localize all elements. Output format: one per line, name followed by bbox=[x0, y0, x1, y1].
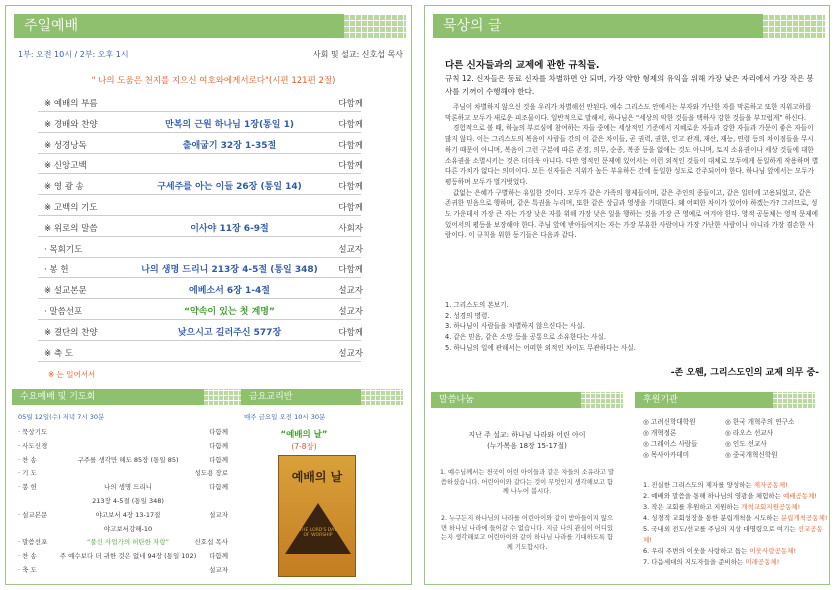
order-row bbox=[38, 113, 361, 133]
wednesday-row bbox=[18, 523, 228, 534]
meditation-title: 묵상의 글 bbox=[433, 14, 763, 38]
share-question-1: 1. 예수님께서는 천국이 어린 아이들과 같은 자들의 소유라고 말씀하셨습니다. 어린아이와 같다는 것이 무엇인지 생각해보고 함께 나누어 봅시다. bbox=[439, 469, 615, 495]
order-item-leader: 설교자 bbox=[338, 348, 363, 359]
share-sermon: 지난 주 설교: 하나님 나라와 어린 아이 bbox=[468, 431, 586, 439]
order-item-label: · 봉 헌 bbox=[44, 265, 69, 276]
prayer-text: 6. 우리 주변의 이웃을 사랑하고 돕는 bbox=[643, 547, 750, 555]
meditation-list bbox=[445, 300, 819, 354]
wednesday-row bbox=[18, 495, 228, 506]
order-row bbox=[38, 154, 361, 174]
prayer-highlight: 선교공동체! bbox=[643, 525, 823, 544]
order-row bbox=[38, 92, 361, 112]
order-item-content: 구세주를 아는 이들 26장 (통일 14) bbox=[157, 182, 302, 193]
wednesday-title: 수요예배 및 기도회 bbox=[12, 389, 204, 405]
order-item-label: · 말씀선포 bbox=[44, 307, 83, 317]
order-item-leader: 다함께 bbox=[338, 161, 363, 172]
order-item-label: ※ 성경낭독 bbox=[44, 140, 87, 151]
wednesday-item-content: 구주를 생각만 해도 85장 (통일 85) bbox=[77, 455, 179, 464]
wednesday-row bbox=[18, 440, 228, 451]
wednesday-item-leader: 설교자 bbox=[209, 510, 228, 519]
support-org: ◎ 라오스 선교사 bbox=[725, 429, 774, 437]
wednesday-item-content: 213장 4-5절 (통일 348) bbox=[92, 497, 164, 505]
wednesday-row bbox=[18, 426, 228, 437]
wednesday-item-leader: 다함께 bbox=[209, 441, 228, 450]
prayer-highlight: 제자공동체! bbox=[753, 481, 788, 489]
order-row bbox=[38, 342, 361, 362]
order-item-content: “약속이 있는 첫 계명” bbox=[184, 307, 275, 317]
wednesday-grid-decoration bbox=[204, 389, 246, 405]
wednesday-row bbox=[18, 550, 228, 561]
order-row bbox=[38, 175, 361, 195]
wednesday-item-label: · 설교본문 bbox=[18, 510, 48, 519]
meditation-rule: 규칙 12. 신자들은 동료 신자를 차별하면 안 되며, 가장 약한 형제의 유익을 위해 가장 낮은 자리에서 가장 작은 봉사를 기꺼이 수행해야 한다. bbox=[445, 74, 814, 96]
wednesday-item-label: · 찬 송 bbox=[18, 552, 37, 561]
order-row bbox=[38, 321, 361, 341]
worship-times: 1부: 오전 10시 / 2부: 오후 1시 bbox=[18, 50, 129, 59]
prayer-text: 5. 국내외 전도/선교를 주님의 지상 대명령으로 여기는 bbox=[643, 525, 798, 533]
wednesday-item-leader: 성도용 장로 bbox=[194, 469, 228, 478]
order-item-leader: 다함께 bbox=[338, 99, 363, 109]
share-question-2: 2. 누구든지 하나님의 나라를 어린아이와 같이 받아들이지 않으면 하나님 나라에 들어갈 수 없습니다. 지금 나의 관심이 어디있는지 생각해보고 어린아이와 같이 하나님 나라를 기대하도록 함께 기도합시다. bbox=[440, 515, 614, 551]
wednesday-item-content: 야고보서강해-10 bbox=[103, 524, 153, 533]
friday-grid-decoration bbox=[361, 389, 403, 405]
prayer-text: 7. 다음세대의 지도자들을 준비하는 bbox=[643, 558, 746, 566]
order-item-content: 에베소서 6장 1-4절 bbox=[189, 286, 270, 297]
share-title: 말씀나눔 bbox=[431, 392, 581, 408]
order-item-leader: 설교자 bbox=[338, 307, 363, 317]
order-item-label: · 목회기도 bbox=[44, 244, 83, 255]
prayer-item bbox=[643, 491, 829, 502]
order-row bbox=[38, 300, 361, 320]
prayer-highlight: 예배공동체! bbox=[782, 492, 817, 500]
order-row bbox=[38, 238, 361, 258]
wednesday-item-leader: 다함께 bbox=[209, 455, 228, 464]
order-row bbox=[38, 258, 361, 278]
order-item-label: ※ 위로의 말씀 bbox=[44, 223, 98, 234]
support-org: ◎ 한국 개혁주의 연구소 bbox=[725, 418, 795, 426]
order-item-content: 낮으시고 길러주신 577장 bbox=[177, 327, 282, 338]
prayer-highlight: 이웃사랑공동체! bbox=[749, 547, 797, 555]
order-item-leader: 설교자 bbox=[338, 286, 363, 297]
order-item-leader: 다함께 bbox=[338, 140, 363, 151]
wednesday-item-content: “불신 사업가의 허탄한 자랑” bbox=[86, 538, 169, 547]
meditation-paragraph: 경험적으로 볼 때, 하늘의 부르심에 참여하는 자들 중에는 세상적인 기준에서 지혜로운 자들과 강한 자들과 가문이 좋은 자들이 많지 않다. 이는 그리스도의 복음이 사람들 간의 이 같은 차이들, 곧 권력, 권한, 인고 관계, 재산, 재능, 연령 등의 차이점들을 무시하기 때문이 아니며, 복음이 그런 구분에 따른 존경, 의무, 순종, 복종 등을 없애는 것도 아니며, 토지 소유권이나 세상 것들에 대한 소유권을 소멸시키는 것은 더더욱 아니다. 다만 영적인 문제에 있어서는 이런 외적인 것들이 대체로 모두에게 동일하게 작용하며 별다른 가치가 없다는 의미이다. 모든 신자들은 지위가 높든 부유하든 간에 동일한 성도로 간주되어야 한다. 하나님 앞에서는 모두가 평등하며 모두가 벌거벗었다. bbox=[445, 124, 819, 186]
prayer-item bbox=[643, 480, 829, 491]
prayer-highlight: 분립개척공동체! bbox=[780, 514, 828, 522]
support-org: ◎ 목사아카데미 bbox=[643, 451, 690, 459]
prayer-item bbox=[643, 502, 829, 513]
support-org: ◎ 고려신학대학원 bbox=[643, 418, 696, 426]
friday-chapter: (7-8장) bbox=[291, 442, 317, 451]
title-grid-decoration bbox=[344, 14, 406, 38]
prayer-text: 1. 진실한 그리스도의 제자를 양성하는 bbox=[643, 481, 754, 489]
wednesday-row bbox=[18, 536, 228, 547]
order-item-leader: 다함께 bbox=[338, 327, 363, 338]
order-item-leader: 설교자 bbox=[338, 244, 363, 255]
order-item-content: 나의 생명 드리니 213장 4-5절 (통일 348) bbox=[141, 265, 318, 276]
worship-title: 주일예배 bbox=[14, 14, 344, 38]
worship-theme: " 나의 도움은 천지를 지으신 여호와에게서로다"(시편 121편 2절) bbox=[91, 76, 336, 86]
wednesday-row bbox=[18, 467, 228, 478]
support-org: ◎ 개혁정론 bbox=[643, 429, 677, 437]
prayer-item bbox=[643, 546, 829, 557]
support-title: 후원기관 bbox=[635, 392, 773, 408]
support-grid-decoration bbox=[773, 392, 815, 408]
order-item-label: ※ 예배의 부름 bbox=[44, 99, 98, 109]
wednesday-item-leader: 설교자 bbox=[209, 566, 228, 574]
meditation-paragraph: 주님이 차별하지 않으신 것을 우리가 차별해선 안된다. 예수 그리스도 안에서는 부자와 가난한 자를 막론하고 또한 지위고하를 막론하고 모두가 새로운 피조물이다. 일반적으로 말해서, 하나님은 “세상의 악한 것들을 택하사 강한 것들을 부끄럽게” 하신다. bbox=[445, 103, 812, 122]
meditation-list-item: 5. 하나님의 일에 관해서는 어떠한 외적인 차이도 무관하다는 사실. bbox=[445, 343, 636, 352]
prayer-item bbox=[643, 513, 829, 524]
order-item-content: 이사야 11장 6-9절 bbox=[190, 223, 269, 234]
order-item-label: ※ 결단의 찬양 bbox=[44, 327, 98, 338]
wednesday-item-label: · 찬 송 bbox=[18, 455, 37, 464]
order-row bbox=[38, 134, 361, 154]
order-item-leader: 다함께 bbox=[338, 203, 363, 213]
prayer-text: 2. 예배와 말씀을 통해 하나님의 영광을 체험하는 bbox=[643, 492, 783, 500]
right-page bbox=[424, 5, 830, 585]
prayer-highlight: 미래공동체! bbox=[745, 558, 780, 566]
meditation-list-item: 3. 하나님이 사람들을 차별하지 않으신다는 사실. bbox=[445, 322, 585, 331]
prayer-item bbox=[643, 557, 829, 568]
order-row bbox=[38, 196, 361, 216]
order-item-leader: 다함께 bbox=[338, 182, 363, 193]
meditation-list-item: 2. 성경의 명령. bbox=[445, 311, 490, 320]
prayer-highlight: 개척교회지원공동체! bbox=[741, 503, 801, 511]
wednesday-item-content: 야고보서 4장 13-17절 bbox=[95, 510, 161, 519]
wednesday-date: 05월 12일(수) 저녁 7시 30분 bbox=[18, 413, 105, 421]
order-item-content: 만복의 근원 하나님 1장(통일 1) bbox=[165, 119, 294, 130]
order-row bbox=[38, 279, 361, 299]
wednesday-item-label: · 묵상기도 bbox=[18, 428, 48, 436]
share-ref: (누가복음 18장 15-17절) bbox=[487, 442, 567, 450]
meditation-paragraph: 값없는 은혜가 구별하는 유일한 것이다. 모두가 같은 가족의 형제들이며, 같은 주인의 종들이고, 같은 일터에 고용되었고, 같은 존귀한 믿음으로 행하며, 같은 특권을 누리며, 또한 같은 상급과 영생을 기대한다. 왜 어떠한 차이가 있어야 하겠는가? 그러므로, 성도 가운데서 가장 큰 자는 가장 낮은 자를 위해 가장 낮은 일을 행하는 것을 가장 큰 영예로 여겨야 한다. 영적 공동체는 영적 문제에 있어서의 평등을 보장해야 한다. 주님 앞에 받아들여지는 자는 가장 부유한 사람이나 가장 가난한 사람이나 아니라 가장 겸손한 사람이다. 이 규칙을 위한 동기들은 다음과 같다. bbox=[445, 188, 819, 240]
prayer-item bbox=[643, 524, 829, 546]
prayer-text: 3. 작은 교회를 후원하고 지원하는 bbox=[643, 503, 742, 511]
order-item-label: ※ 경배와 찬양 bbox=[44, 119, 98, 130]
wednesday-row bbox=[18, 454, 228, 465]
order-item-label: ※ 설교본문 bbox=[44, 286, 87, 297]
worship-leader: 사회 및 설교: 신호섭 목사 bbox=[312, 50, 403, 59]
wednesday-item-content: 나의 생명 드리니 bbox=[103, 483, 153, 492]
friday-date: 매주 금요일 오전 10시 30분 bbox=[244, 413, 326, 421]
wednesday-row bbox=[18, 564, 228, 575]
meditation-list-item: 1. 그리스도의 본보기. bbox=[445, 301, 509, 309]
order-item-leader: 다함께 bbox=[338, 119, 363, 130]
order-item-label: ※ 축 도 bbox=[44, 348, 73, 359]
prayer-text: 4. 성경적 교회성장을 통한 분립개척을 시도하는 bbox=[643, 514, 781, 522]
wednesday-row bbox=[18, 509, 228, 520]
order-row bbox=[38, 217, 361, 237]
friday-subject: “예배의 날” bbox=[280, 430, 328, 440]
meditation-body bbox=[445, 102, 819, 241]
meditation-source: -존 오웬, 그리스도인의 교제 의무 중- bbox=[670, 368, 819, 378]
wednesday-item-leader: 다함께 bbox=[209, 428, 228, 436]
meditation-grid-decoration bbox=[763, 14, 825, 38]
meditation-list-item: 4. 같은 믿음, 같은 소망 등을 공통으로 소유한다는 사실. bbox=[445, 333, 607, 342]
book-subtitle: THE LORD'S DAY OF WORSHIP bbox=[299, 528, 337, 538]
wednesday-item-label: · 축 도 bbox=[18, 566, 37, 574]
wednesday-item-leader: 다함께 bbox=[209, 483, 228, 492]
support-org: ◎ 그레이스 사람들 bbox=[643, 440, 698, 448]
wednesday-item-content: 주 예수보다 더 귀한 것은 없네 94장 (통일 102) bbox=[59, 552, 197, 561]
book-cover bbox=[278, 455, 356, 577]
order-item-label: ※ 영 광 송 bbox=[44, 182, 84, 193]
order-item-label: ※ 고백의 기도 bbox=[44, 203, 98, 213]
book-title: 예배의 날 bbox=[291, 470, 343, 484]
order-item-content: 출애굽기 32장 1-35절 bbox=[182, 140, 277, 151]
prayer-list bbox=[643, 480, 829, 568]
share-grid-decoration bbox=[581, 392, 623, 408]
support-org: ◎ 인도 선교사 bbox=[725, 440, 767, 448]
wednesday-item-leader: 다함께 bbox=[209, 552, 228, 561]
order-item-label: ※ 신앙고백 bbox=[44, 161, 87, 172]
meditation-heading: 다른 신자들과의 교제에 관한 규칙들. bbox=[445, 60, 600, 71]
wednesday-item-label: · 봉 헌 bbox=[18, 483, 37, 492]
standing-note: ※ 는 일어서서 bbox=[48, 370, 96, 379]
friday-title: 금요교리반 bbox=[241, 389, 361, 405]
order-item-leader: 다함께 bbox=[338, 265, 363, 276]
support-org: ◎ 중국개혁신학원 bbox=[725, 451, 778, 459]
wednesday-item-leader: 신호섭 목사 bbox=[194, 538, 228, 547]
left-page bbox=[5, 5, 412, 585]
wednesday-item-label: · 기 도 bbox=[18, 469, 37, 478]
wednesday-item-label: · 사도신경 bbox=[18, 441, 48, 450]
wednesday-item-label: · 말씀선포 bbox=[18, 538, 48, 547]
order-item-leader: 사회자 bbox=[338, 223, 363, 234]
wednesday-row bbox=[18, 481, 228, 492]
